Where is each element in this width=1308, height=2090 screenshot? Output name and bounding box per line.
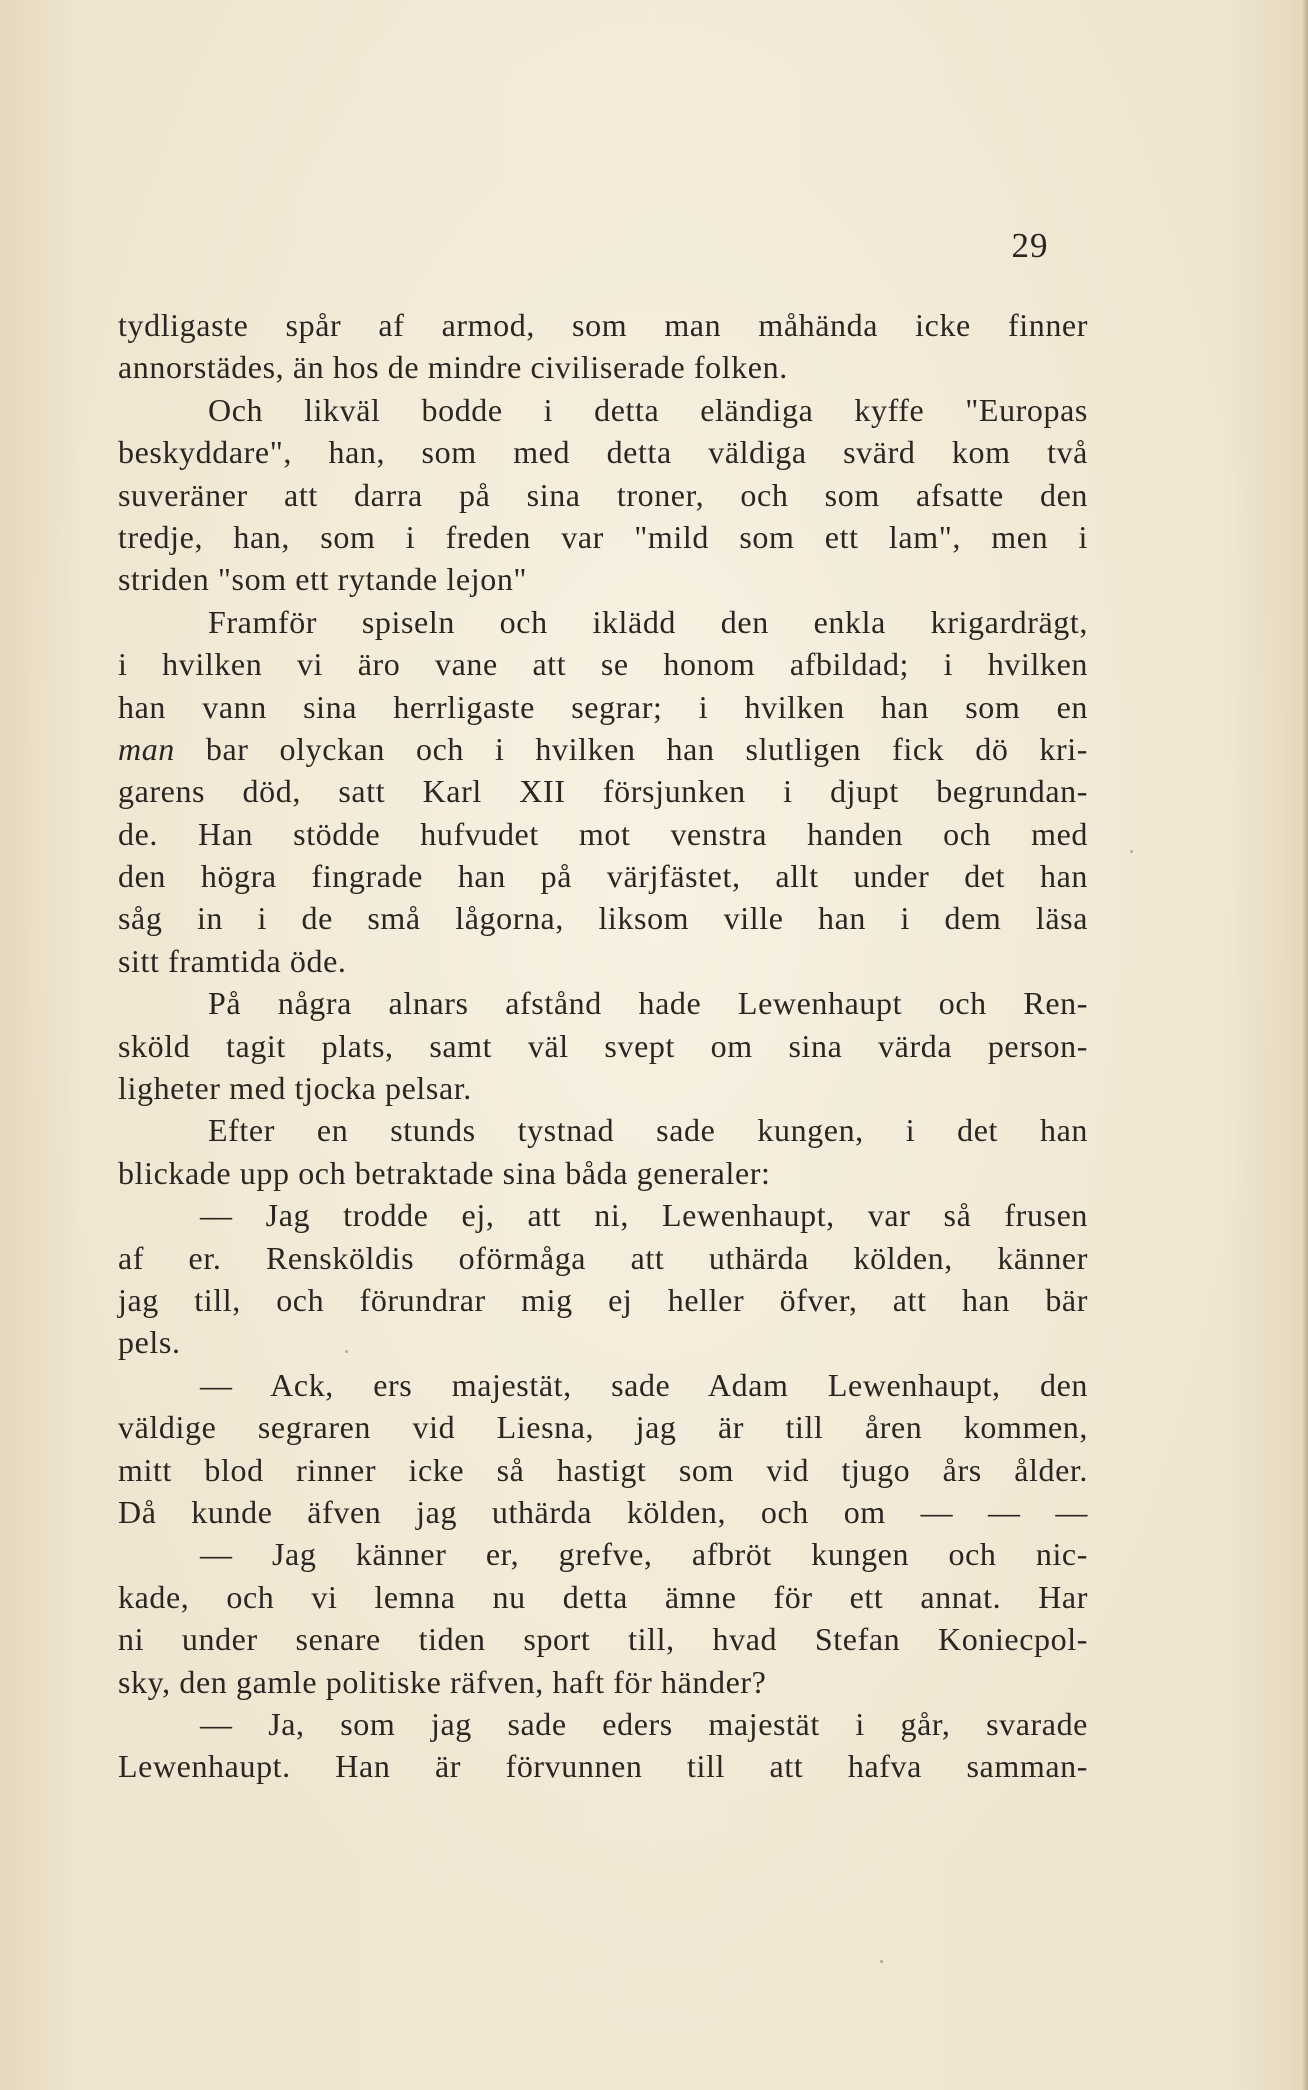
text-line: — Ack, ers majestät, sade Adam Lewenhaupt, den bbox=[200, 1366, 1088, 1403]
text-line: den högra fingrade han på värjfästet, allt under det han bbox=[118, 858, 1088, 895]
text-line: blickade upp och betraktade sina båda generaler: bbox=[118, 1154, 771, 1191]
paper-speck bbox=[880, 1960, 883, 1963]
text-line: såg in i de små lågorna, liksom ville han i dem läsa bbox=[118, 900, 1088, 937]
text-line: — Ja, som jag sade eders majestät i går, svarade bbox=[200, 1705, 1088, 1742]
paper-speck bbox=[1130, 850, 1133, 853]
text-line bbox=[118, 728, 1088, 770]
text-line: Då kunde äfven jag uthärda kölden, och om — — — bbox=[118, 1493, 1088, 1530]
text-line: pels. bbox=[118, 1324, 181, 1361]
text-line: På några alnars afstånd hade Lewenhaupt och Ren- bbox=[208, 985, 1088, 1022]
page-number: 29 bbox=[1011, 226, 1049, 265]
text-line: väldige segraren vid Liesna, jag är till åren kommen, bbox=[118, 1409, 1088, 1446]
text-line: garens död, satt Karl XII försjunken i djupt begrundan- bbox=[118, 773, 1088, 810]
body-text bbox=[118, 304, 1088, 1788]
text-line: ligheter med tjocka pelsar. bbox=[118, 1070, 472, 1107]
text-line: sköld tagit plats, samt väl svept om sina värda person- bbox=[118, 1027, 1088, 1064]
text-line: Lewenhaupt. Han är förvunnen till att hafva samman- bbox=[118, 1748, 1088, 1785]
text-line: Efter en stunds tystnad sade kungen, i det han bbox=[208, 1112, 1088, 1149]
text-line: annorstädes, än hos de mindre civiliserade folken. bbox=[118, 349, 788, 386]
page-edge-shadow bbox=[1302, 0, 1308, 2090]
text-line: Framför spiseln och iklädd den enkla krigardrägt, bbox=[208, 603, 1088, 640]
text-line: — Jag trodde ej, att ni, Lewenhaupt, var så frusen bbox=[200, 1197, 1088, 1234]
text-line: Och likväl bodde i detta eländiga kyffe "Europas bbox=[208, 391, 1088, 428]
text-line: beskyddare", han, som med detta väldiga svärd kom två bbox=[118, 434, 1088, 471]
text-line: suveräner att darra på sina troner, och som afsatte den bbox=[118, 476, 1088, 513]
text-line: tydligaste spår af armod, som man måhända icke finner bbox=[118, 307, 1088, 343]
text-line: striden "som ett rytande lejon" bbox=[118, 561, 528, 598]
text-line: sitt framtida öde. bbox=[118, 942, 347, 979]
text-line: mitt blod rinner icke så hastigt som vid tjugo års ålder. bbox=[118, 1451, 1088, 1488]
text-line: de. Han stödde hufvudet mot venstra handen och med bbox=[118, 815, 1088, 852]
text-line: jag till, och förundrar mig ej heller öfver, att han bär bbox=[118, 1281, 1088, 1318]
text-line: af er. Rensköldis oförmåga att uthärda kölden, känner bbox=[118, 1239, 1088, 1276]
text-line: i hvilken vi äro vane att se honom afbildad; i hvilken bbox=[118, 646, 1088, 683]
text-line: — Jag känner er, grefve, afbröt kungen och nic- bbox=[200, 1536, 1088, 1573]
italic-word: man bbox=[118, 730, 175, 767]
paper-speck bbox=[345, 1350, 348, 1353]
text-line: kade, och vi lemna nu detta ämne för ett annat. Har bbox=[118, 1578, 1088, 1615]
text-line: han vann sina herrligaste segrar; i hvilken han som en bbox=[118, 688, 1088, 725]
text-line: sky, den gamle politiske räfven, haft för händer? bbox=[118, 1663, 767, 1700]
text-line: tredje, han, som i freden var "mild som ett lam", men i bbox=[118, 518, 1088, 555]
line-text: bar olyckan och i hvilken han slutligen fick dö kri- bbox=[174, 730, 1088, 767]
text-line: ni under senare tiden sport till, hvad Stefan Koniecpol- bbox=[118, 1621, 1088, 1658]
